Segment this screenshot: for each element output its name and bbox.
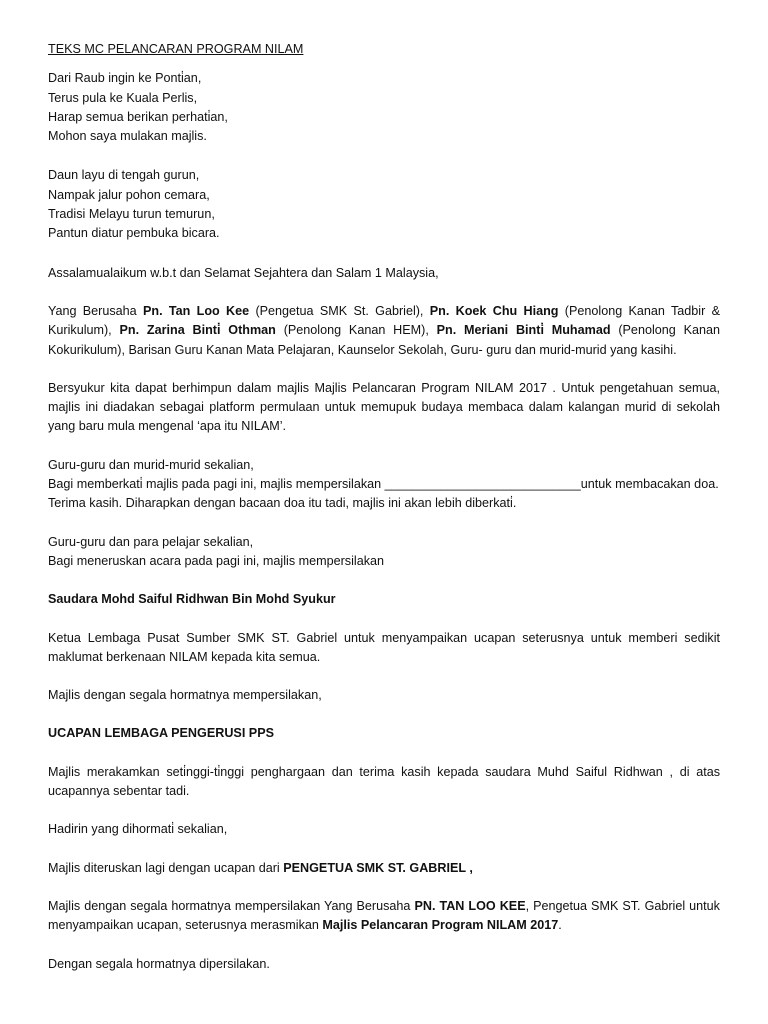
final-paragraph (48, 897, 720, 936)
pantun-1-line: Mohon saya mulakan majlis. (48, 129, 207, 144)
ketua-paragraph: Ketua Lembaga Pusat Sumber SMK ST. Gabriel untuk menyampaikan ucapan seterusnya untuk memberi sedikit maklumat berkenaan NILAM kepada kita semua. (48, 630, 720, 664)
teruskan-line-2: Bagi meneruskan acara pada pagi ini, majlis mempersilakan (48, 553, 385, 568)
text-run: , Pengetua SMK ST. Gabriel untuk menyampaikan ucapan, seterusnya merasmikan (48, 898, 720, 933)
mempersilakan-paragraph: Majlis dengan segala hormatnya mempersilakan, (48, 688, 322, 703)
name-pk-kokurikulum: Pn. Meriani Binti̇ Muhamad (436, 323, 611, 338)
merakamkan-paragraph: Majlis merakamkan seti̇nggi-ti̇nggi penghargaan dan terima kasih kepada saudara Muhd Saiful Ridhwan , di atas ucapannya sebentar tadi. (48, 764, 720, 799)
pantun-1-line: Terus pula ke Kuala Perlis, (48, 90, 198, 105)
name-pk-tadbir: Pn. Koek Chu Hiang (429, 303, 559, 318)
ucapan-header: UCAPAN LEMBAGA PENGERUSI PPS (48, 726, 275, 741)
name-pengetua: Pn. Tan Loo Kee (143, 303, 250, 318)
event-name: Majlis Pelancaran Program NILAM 2017 (322, 918, 559, 933)
text-run: (Penolong Kanan Tadbir & Kurikulum), (48, 303, 720, 338)
penutup-paragraph: Dengan segala hormatnya dipersilakan. (48, 956, 270, 971)
doa-line-3: Terima kasih. Diharapkan dengan bacaan doa itu tadi, majlis ini akan lebih diberkati̇. (48, 496, 517, 511)
text-run: (Penolong Kanan Kokurikulum), Barisan Guru Kanan Mata Pelajaran, Kaunselor Sekolah, Guru- guru dan murid-murid yang kasihi. (48, 323, 720, 357)
text-run: Majlis dengan segala hormatnya mempersilakan Yang Berusaha (48, 898, 415, 913)
pantun-2-line: Daun layu di tengah gurun, (48, 168, 200, 183)
text-run: (Penolong Kanan HEM), (275, 323, 437, 338)
pantun-2 (48, 166, 720, 243)
pantun-1-line: Dari Raub ingin ke Ponti̇an, (48, 71, 202, 86)
pantun-2-line: Pantun diatur pembuka bicara. (48, 226, 220, 241)
salam-paragraph: Assalamualaikum w.b.t dan Selamat Sejahtera dan Salam 1 Malaysia, (48, 265, 439, 280)
pengetua-title: PENGETUA SMK ST. GABRIEL , (283, 860, 473, 875)
teruskan-paragraph (48, 533, 720, 572)
pantun-1 (48, 69, 720, 146)
doa-paragraph (48, 456, 720, 514)
diteruskan-paragraph (48, 859, 720, 878)
pantun-1-line: Harap semua berikan perhati̇an, (48, 109, 228, 124)
doa-line-1: Guru-guru dan murid-murid sekalian, (48, 457, 254, 472)
document-title: TEKS MC PELANCARAN PROGRAM NILAM (48, 42, 304, 56)
pantun-2-line: Tradisi Melayu turun temurun, (48, 207, 215, 222)
name-pengetua-caps: PN. TAN LOO KEE (414, 898, 526, 913)
text-run: . (558, 918, 562, 933)
name-pk-hem: Pn. Zarina Binti̇ Othman (119, 323, 276, 338)
text-run: Majlis diteruskan lagi dengan ucapan dari (48, 860, 284, 875)
bersyukur-paragraph: Bersyukur kita dapat berhimpun dalam majlis Majlis Pelancaran Program NILAM 2017 . Untuk pengetahuan semua, majlis ini diadakan sebagai platform permulaan untuk memupuk budaya membaca dalam kalangan murid di sekolah yang baru mula mengenal ‘apa itu NILAM’. (48, 380, 720, 434)
saudara-name: Saudara Mohd Saiful Ridhwan Bin Mohd Syukur (48, 592, 336, 607)
teruskan-line-1: Guru-guru dan para pelajar sekalian, (48, 534, 254, 549)
text-run: (Pengetua SMK St. Gabriel), (249, 303, 430, 318)
hadirin-paragraph: Hadirin yang dihormati̇ sekalian, (48, 822, 228, 837)
text-run: Yang Berusaha (48, 303, 143, 318)
yang-berusaha-paragraph (48, 302, 720, 360)
doa-line-2: Bagi memberkati̇ majlis pada pagi ini, majlis mempersilakan ____________________________untuk membacakan doa. (48, 477, 719, 492)
pantun-2-line: Nampak jalur pohon cemara, (48, 187, 210, 202)
